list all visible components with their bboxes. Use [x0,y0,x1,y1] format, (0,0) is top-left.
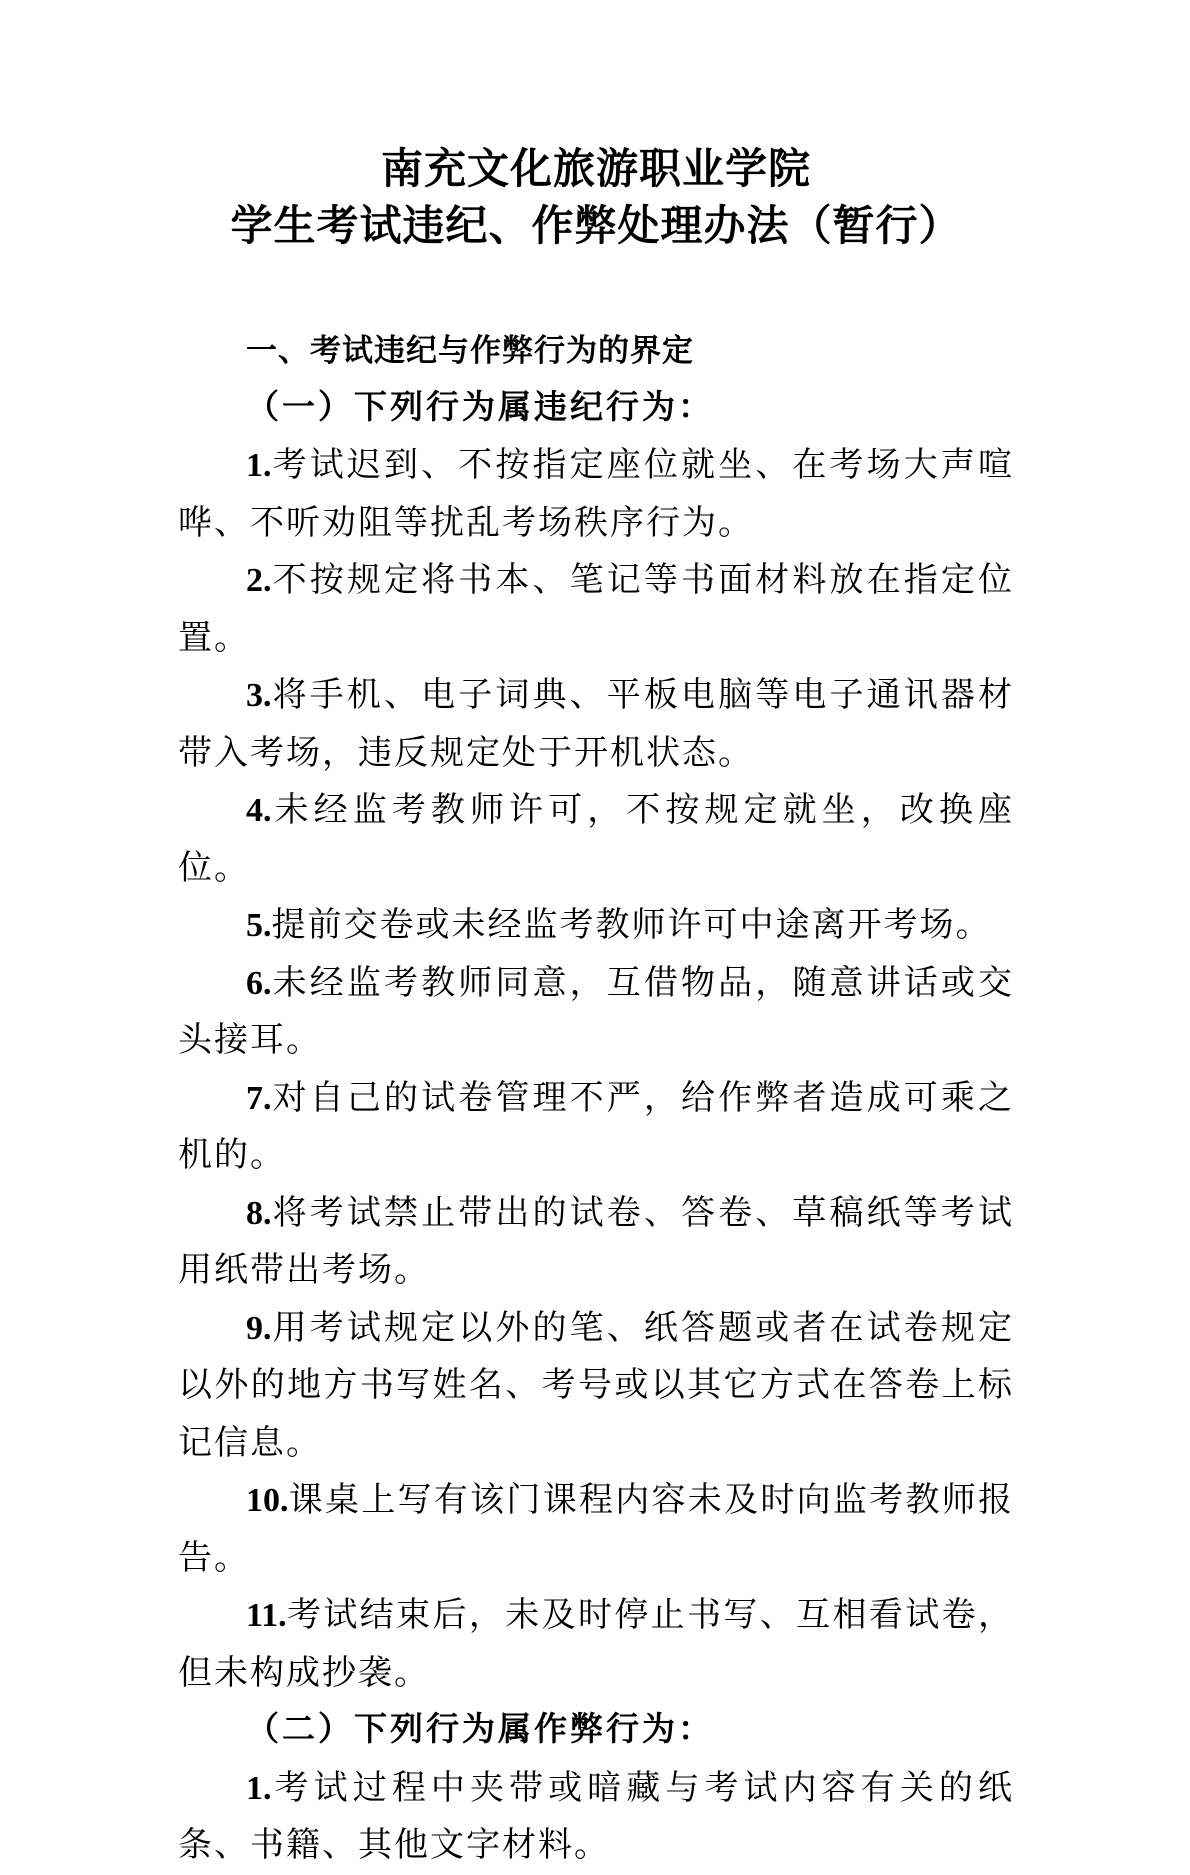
item-number: 9. [246,1309,272,1347]
item-text: 未经监考教师许可，不按规定就坐，改换座位。 [178,792,1014,887]
item-number: 1. [246,447,272,484]
item-number: 7. [246,1079,272,1117]
document-content [178,0,1014,1875]
list-item [178,1760,1014,1875]
list-item [178,667,1014,782]
item-number: 11. [246,1597,287,1634]
item-text: 课桌上写有该门课程内容未及时向监考教师报告。 [178,1482,1014,1577]
item-text: 对自己的试卷管理不严，给作弊者造成可乘之机的。 [178,1079,1014,1174]
list-item [178,552,1014,667]
item-text: 考试迟到、不按指定座位就坐、在考场大声喧哗、不听劝阻等扰乱考场秩序行为。 [178,447,1014,542]
list-item [178,1472,1014,1587]
document-title-line-1: 南充文化旅游职业学院 [380,147,811,193]
item-number: 3. [246,677,272,714]
item-text: 用考试规定以外的笔、纸答题或者在试卷规定以外的地方书写姓名、考号或以其它方式在答卷上标记信息。 [178,1309,1014,1462]
list-item [178,1185,1014,1300]
item-number: 10. [246,1482,289,1519]
list-item [178,955,1014,1070]
list-item [178,1070,1014,1185]
section-heading-1: 一、考试违纪与作弊行为的界定 [246,333,694,368]
item-number: 8. [246,1194,272,1232]
subsection-heading-1: （一）下列行为属违纪行为： [246,389,714,426]
item-text: 未经监考教师同意，互借物品，随意讲话或交头接耳。 [178,964,1014,1059]
item-text: 将考试禁止带出的试卷、答卷、草稿纸等考试用纸带出考场。 [178,1194,1014,1289]
document-title-line-2: 学生考试违纪、作弊处理办法（暂行） [230,204,962,250]
list-item [178,897,1014,955]
item-number: 2. [246,562,272,599]
subsection-heading-2: （二）下列行为属作弊行为： [246,1712,714,1748]
document-title [178,142,1014,256]
item-text: 考试过程中夹带或暗藏与考试内容有关的纸条、书籍、其他文字材料。 [178,1769,1014,1864]
item-number: 5. [246,907,272,944]
item-text: 提前交卷或未经监考教师许可中途离开考场。 [271,907,992,944]
list-item [178,437,1014,552]
item-number: 1. [246,1769,272,1807]
list-item [178,1587,1014,1702]
item-text: 将手机、电子词典、平板电脑等电子通讯器材带入考场，违反规定处于开机状态。 [178,677,1014,772]
list-item [178,782,1014,897]
item-text: 不按规定将书本、笔记等书面材料放在指定位置。 [178,562,1014,657]
item-text: 考试结束后，未及时停止书写、互相看试卷，但未构成抄袭。 [178,1597,1014,1692]
item-number: 4. [246,792,272,829]
item-number: 6. [246,964,272,1002]
list-item [178,1300,1014,1473]
